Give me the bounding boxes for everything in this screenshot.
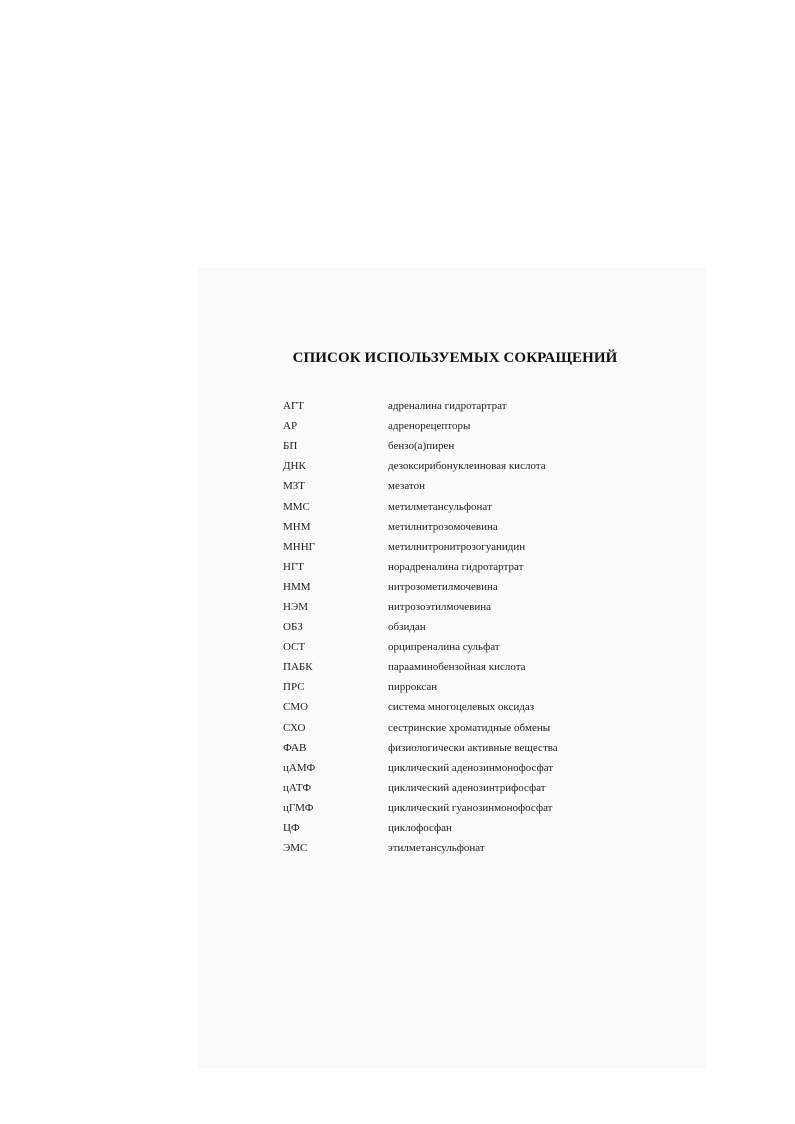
abbreviation-row (283, 496, 643, 516)
abbreviation-row (283, 456, 643, 476)
abbreviation-meaning: этилметансульфонат (388, 842, 485, 855)
abbreviation-meaning: нитрозометилмочевина (388, 580, 498, 593)
abbreviation-row (283, 838, 643, 858)
abbreviation-code: ПАБК (283, 661, 313, 674)
page-title: СПИСОК ИСПОЛЬЗУЕМЫХ СОКРАЩЕНИЙ (292, 350, 618, 366)
abbreviation-meaning: пирроксан (388, 681, 438, 694)
abbreviation-meaning: дезоксирибонуклеиновая кислота (388, 460, 546, 473)
abbreviation-code: АГТ (283, 400, 305, 413)
abbreviation-code: ФАВ (283, 741, 307, 754)
abbreviation-row (283, 697, 643, 717)
abbreviation-code: НЭМ (283, 600, 308, 613)
abbreviation-code: цАМФ (283, 761, 316, 774)
abbreviation-row (283, 436, 643, 456)
abbreviation-code: МЗТ (283, 480, 306, 493)
abbreviation-meaning: орципреналина сульфат (388, 641, 500, 654)
abbreviation-code: МНМ (283, 520, 311, 533)
abbreviation-row (283, 778, 643, 798)
abbreviation-code: ОБЗ (283, 621, 303, 634)
abbreviation-code: ЦФ (283, 822, 300, 835)
abbreviation-meaning: циклический аденозинмонофосфат (388, 761, 554, 774)
abbreviation-meaning: адренорецепторы (388, 420, 471, 433)
abbreviation-meaning: адреналина гидротартрат (388, 400, 507, 413)
abbreviation-meaning: обзидан (388, 621, 426, 634)
abbreviation-row (283, 476, 643, 496)
abbreviation-code: СХО (283, 721, 306, 734)
abbreviation-code: ОСТ (283, 641, 306, 654)
abbreviation-row (283, 718, 643, 738)
abbreviation-meaning: физиологически активные вещества (388, 741, 558, 754)
abbreviation-meaning: метилнитронитрозогуанидин (388, 540, 526, 553)
abbreviation-row (283, 677, 643, 697)
abbreviation-row (283, 798, 643, 818)
abbreviation-code: АР (283, 420, 298, 433)
abbreviation-code: ДНК (283, 460, 306, 473)
abbreviation-meaning: бензо(а)пирен (388, 440, 455, 453)
abbreviation-row (283, 818, 643, 838)
abbreviation-row (283, 577, 643, 597)
abbreviation-code: СМО (283, 701, 309, 714)
abbreviation-row (283, 537, 643, 557)
abbreviation-row (283, 416, 643, 436)
abbreviation-code: НГТ (283, 560, 305, 573)
abbreviation-code: БП (283, 440, 298, 453)
abbreviation-code: цГМФ (283, 801, 314, 814)
abbreviation-row (283, 597, 643, 617)
abbreviation-code: МННГ (283, 540, 316, 553)
abbreviation-meaning: сестринские хроматидные обмены (388, 721, 551, 734)
abbreviation-row (283, 637, 643, 657)
abbreviation-meaning: метилнитрозомочевина (388, 520, 498, 533)
abbreviation-row (283, 557, 643, 577)
abbreviation-meaning: мезатон (388, 480, 425, 493)
abbreviation-code: ММС (283, 500, 310, 513)
abbreviation-meaning: циклический аденозинтрифосфат (388, 781, 546, 794)
abbreviation-code: ПРС (283, 681, 305, 694)
abbreviation-meaning: метилметансульфонат (388, 500, 492, 513)
abbreviation-row (283, 738, 643, 758)
abbreviation-row (283, 617, 643, 637)
abbreviation-list (283, 396, 643, 858)
abbreviation-code: ЭМС (283, 842, 308, 855)
abbreviation-meaning: циклический гуанозинмонофосфат (388, 801, 553, 814)
abbreviation-row (283, 758, 643, 778)
abbreviation-row (283, 657, 643, 677)
abbreviation-meaning: парааминобензойная кислота (388, 661, 526, 674)
abbreviation-meaning: система многоцелевых оксидаз (388, 701, 535, 714)
abbreviation-meaning: нитрозоэтилмочевина (388, 600, 491, 613)
abbreviation-code: цАТФ (283, 781, 312, 794)
abbreviation-row (283, 396, 643, 416)
abbreviation-row (283, 517, 643, 537)
abbreviation-code: НММ (283, 580, 311, 593)
abbreviation-meaning: норадреналина гидротартрат (388, 560, 524, 573)
abbreviation-meaning: циклофосфан (388, 822, 452, 835)
